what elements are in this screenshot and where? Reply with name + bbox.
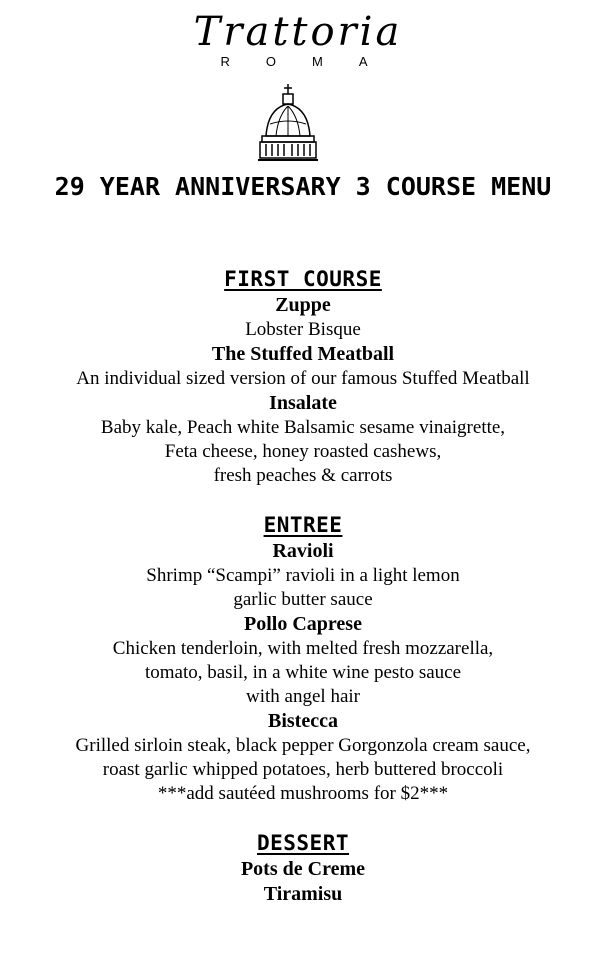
logo-subtitle — [0, 54, 606, 69]
dish-description: Baby kale, Peach white Balsamic sesame vinaigrette, — [100, 417, 506, 438]
menu-body — [0, 266, 606, 907]
dish-name: Pollo Caprese — [244, 613, 362, 635]
dish-name: The Stuffed Meatball — [211, 343, 395, 365]
logo-letter: R — [220, 54, 234, 69]
menu-title: 29 YEAR ANNIVERSARY 3 COURSE MENU — [54, 172, 552, 201]
logo-letter: M — [312, 54, 327, 69]
course-heading-first: FIRST COURSE — [224, 267, 382, 291]
dish-description: roast garlic whipped potatoes, herb buttered broccoli — [102, 759, 504, 780]
course-spacer — [0, 488, 606, 512]
dish-name: Zuppe — [275, 294, 331, 316]
dish-description: Lobster Bisque — [245, 319, 361, 340]
logo-wordmark: Trattoria — [193, 9, 403, 55]
dish-description: Shrimp “Scampi” ravioli in a light lemon — [146, 565, 460, 586]
course-heading-entree: ENTREE — [263, 513, 343, 537]
dish-name: Ravioli — [272, 540, 334, 562]
logo-letter: O — [265, 54, 280, 69]
dish-name: Insalate — [269, 392, 337, 414]
dish-name: Bistecca — [268, 710, 338, 732]
dish-name: Tiramisu — [263, 883, 343, 905]
course-spacer — [0, 806, 606, 830]
dish-description: Chicken tenderloin, with melted fresh mozzarella, — [112, 638, 494, 659]
dish-name: Pots de Creme — [240, 858, 366, 880]
dish-description: with angel hair — [246, 686, 360, 707]
dome-icon — [256, 84, 320, 164]
dish-description: Grilled sirloin steak, black pepper Gorgonzola cream sauce, — [75, 735, 531, 756]
dish-description: An individual sized version of our famous Stuffed Meatball — [76, 368, 530, 389]
dish-description: Feta cheese, honey roasted cashews, — [164, 441, 442, 462]
dish-description: tomato, basil, in a white wine pesto sauce — [144, 662, 462, 683]
dish-description: ***add sautéed mushrooms for $2*** — [157, 783, 449, 804]
logo — [0, 10, 606, 69]
dish-description: fresh peaches & carrots — [213, 465, 393, 486]
dish-description: garlic butter sauce — [233, 589, 373, 610]
course-heading-dessert: DESSERT — [256, 831, 349, 855]
logo-letter: A — [358, 54, 372, 69]
